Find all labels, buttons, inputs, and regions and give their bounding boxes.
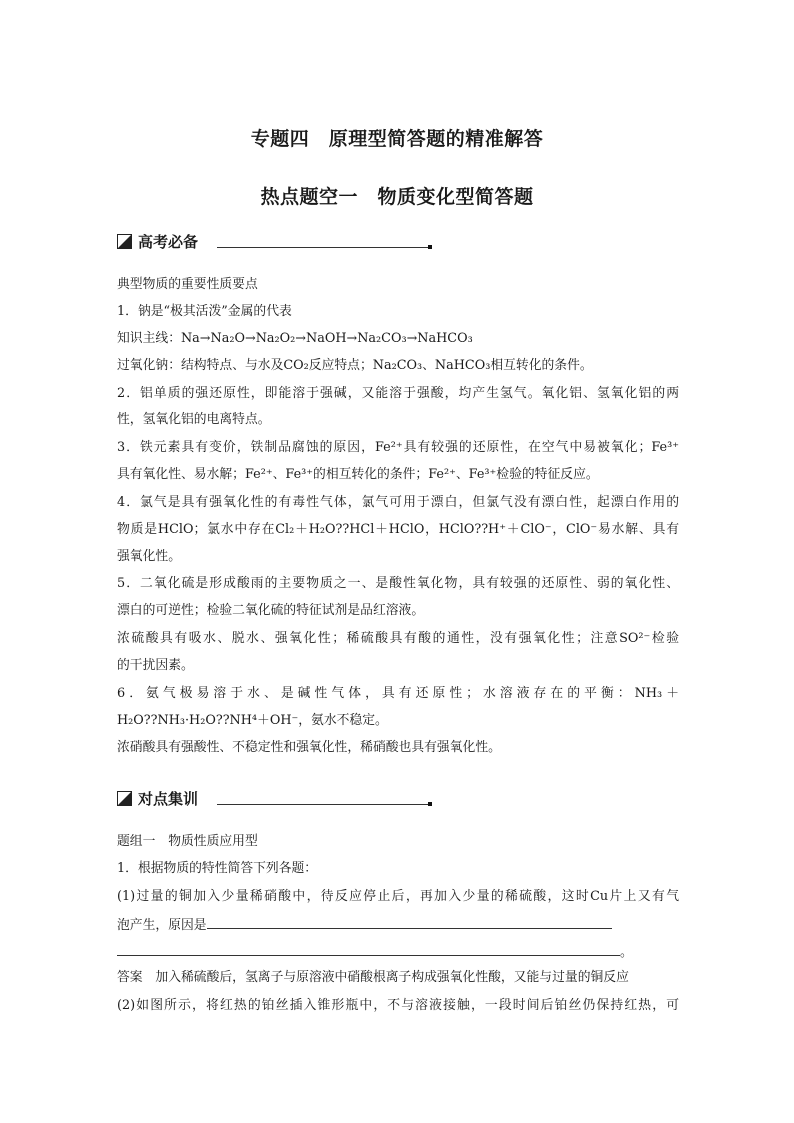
section-dot: [428, 245, 432, 249]
body-heading: 典型物质的重要性质要点: [117, 277, 258, 292]
section-header-gaokao: [117, 231, 437, 253]
question-line: [117, 915, 679, 935]
body-line: 漂白的可逆性；检验二氧化硫的特征试剂是品红溶液。: [117, 603, 425, 618]
question-text: (1)过量的铜加入少量稀硝酸中，待反应停止后，再加入少量的稀硫酸，这时Cu片上又有气: [117, 889, 679, 904]
body-line: 6．氨气极易溶于水、是碱性气体，具有还原性；水溶液存在的平衡：NH₃＋: [117, 686, 679, 701]
body-line: 的干扰因素。: [117, 658, 194, 673]
body-line: 4．氯气是具有强氧化性的有毒性气体，氯气可用于漂白，但氯气没有漂白性，起漂白作用的: [117, 495, 679, 510]
section-rule: [217, 247, 429, 248]
body-line: 知识主线：Na→Na₂O→Na₂O₂→NaOH→Na₂CO₃→NaHCO₃: [117, 331, 473, 346]
body-line: 浓硝酸具有强酸性、不稳定性和强氧化性，稀硝酸也具有强氧化性。: [117, 740, 501, 755]
section-marker-icon: [117, 791, 132, 806]
section-rule: [217, 804, 429, 805]
section-marker-icon: [117, 234, 132, 249]
body-line: 5．二氧化硫是形成酸雨的主要物质之一、是酸性氧化物，具有较强的还原性、弱的氧化性、: [117, 576, 679, 591]
body-line: 物质是HClO；氯水中存在Cl₂＋H₂O??HCl＋HClO，HClO??H⁺＋ClO⁻，ClO⁻易水解、具有: [117, 522, 679, 537]
body-line: H₂O??NH₃·H₂O??NH⁴＋OH⁻，氨水不稳定。: [117, 713, 388, 728]
body-line: 1．钠是“极其活泼”金属的代表: [117, 304, 292, 319]
period-text: 。: [620, 945, 633, 960]
question-line: [117, 942, 679, 962]
question-text: 泡产生，原因是: [117, 918, 207, 933]
body-line: 浓硫酸具有吸水、脱水、强氧化性；稀硫酸具有酸的通性，没有强氧化性；注意SO²⁻检验: [117, 631, 679, 646]
answer-line: [117, 969, 679, 987]
body-line: 2．铝单质的强还原性，即能溶于强碱，又能溶于强酸，均产生氢气。氧化铝、氢氧化铝的两: [117, 386, 679, 401]
body-line: 过氧化钠：结构特点、与水及CO₂反应特点；Na₂CO₃、NaHCO₃相互转化的条件。: [117, 358, 593, 373]
answer-blank[interactable]: [117, 942, 620, 956]
section-dot: [428, 802, 432, 806]
question-group: 题组一 物质性质应用型: [117, 834, 258, 849]
question-text: 1．根据物质的特性简答下列各题：: [117, 861, 318, 876]
question-text: (2)如图所示，将红热的铂丝插入锥形瓶中，不与溶液接触，一段时间后铂丝仍保持红热，可: [117, 998, 679, 1013]
section-label: 高考必备: [138, 233, 199, 251]
page-title: 专题四 原理型简答题的精准解答: [250, 128, 544, 150]
body-line: 强氧化性。: [117, 549, 181, 564]
body-line: 性，氢氧化铝的电离特点。: [117, 412, 271, 427]
section-label: 对点集训: [138, 790, 199, 808]
answer-label: 答案: [117, 970, 143, 985]
body-line: 具有氧化性、易水解；Fe²⁺、Fe³⁺的相互转化的条件；Fe²⁺、Fe³⁺检验的特征反应。: [117, 467, 599, 482]
answer-blank[interactable]: [207, 915, 612, 929]
section-header-exercise: [117, 788, 437, 810]
page-subtitle: 热点题空一 物质变化型简答题: [260, 186, 534, 208]
answer-text: 加入稀硫酸后，氢离子与原溶液中硝酸根离子构成强氧化性酸，又能与过量的铜反应: [142, 970, 629, 985]
body-line: 3．铁元素具有变价，铁制品腐蚀的原因，Fe²⁺具有较强的还原性，在空气中易被氧化；Fe³⁺: [117, 440, 679, 455]
